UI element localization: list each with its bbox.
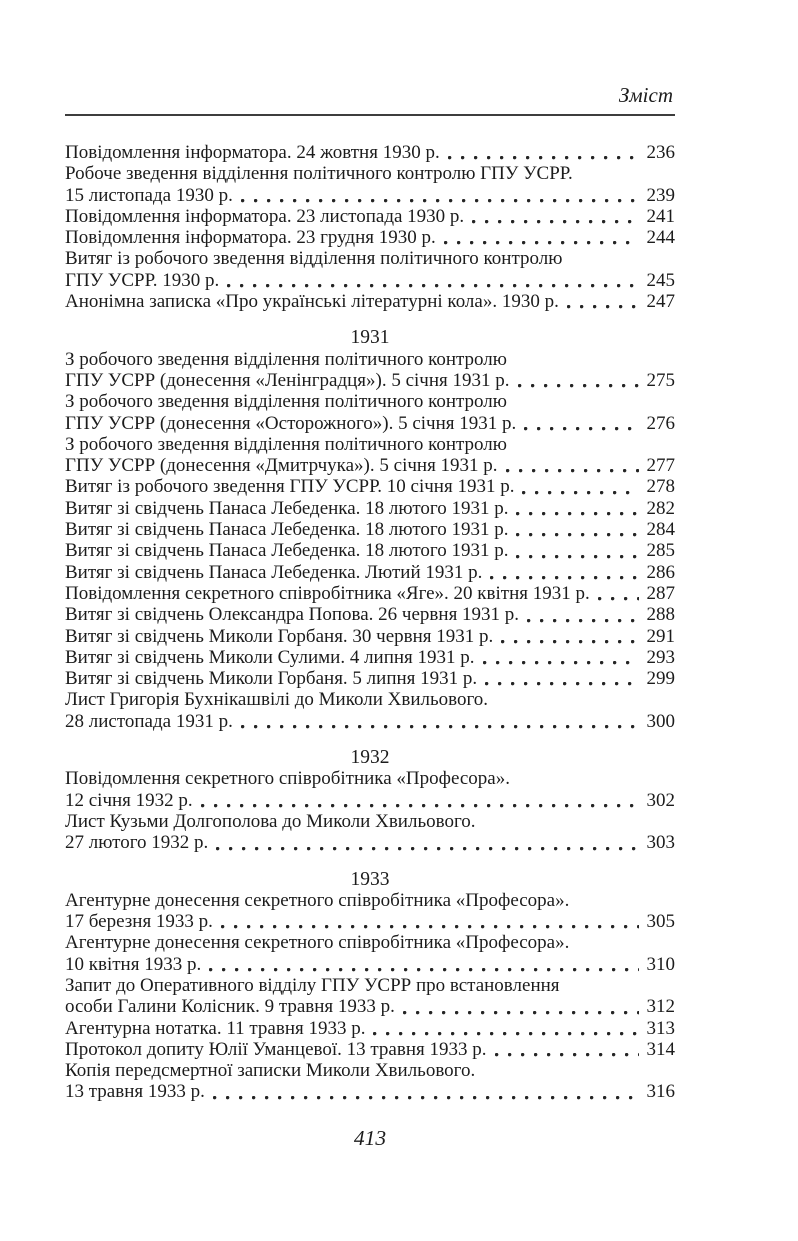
toc-entry [65, 498, 675, 519]
dot-leader [516, 498, 639, 519]
toc-section [65, 747, 675, 853]
entry-page-number: 314 [646, 1038, 675, 1060]
entry-page-number: 313 [646, 1017, 675, 1039]
toc-entry [65, 1039, 675, 1060]
entry-page-number: 300 [646, 710, 675, 732]
entry-title: Лист Григорія Бухнікашвілі до Миколи Хвильового. [65, 689, 489, 711]
entry-page-number: 310 [646, 953, 675, 975]
dot-leader [490, 562, 639, 583]
entry-title: Повідомлення інформатора. 23 листопада 1930 р. [65, 205, 465, 227]
entry-title: 28 листопада 1931 р. [65, 710, 233, 732]
toc-line [65, 391, 675, 412]
dot-leader [518, 370, 639, 391]
toc-entry [65, 689, 675, 732]
dot-leader [506, 455, 639, 476]
toc-line [65, 768, 675, 789]
toc-entry [65, 142, 675, 163]
entry-page-number: 244 [646, 227, 675, 249]
toc-line [65, 185, 675, 206]
toc-line [65, 455, 675, 476]
entry-title: Агентурна нотатка. 11 травня 1933 р. [65, 1017, 366, 1039]
table-of-contents [65, 116, 675, 1103]
entry-page-number: 236 [646, 142, 675, 163]
toc-line [65, 583, 675, 604]
entry-page-number: 316 [646, 1081, 675, 1103]
entry-title: ГПУ УСРР (донесення «Осторожного»). 5 січня 1931 р. [65, 412, 517, 434]
entry-title: Повідомлення інформатора. 23 грудня 1930 р. [65, 227, 436, 249]
toc-entry [65, 604, 675, 625]
entry-title: З робочого зведення відділення політичного контролю [65, 433, 507, 455]
page-header [65, 0, 675, 116]
page-footer [65, 1126, 675, 1150]
toc-entry-list [65, 349, 675, 732]
running-head-title: Зміст [618, 83, 673, 107]
entry-title: Витяг зі свідчень Панаса Лебеденка. 18 лютого 1931 р. [65, 519, 509, 541]
toc-line [65, 498, 675, 519]
toc-entry [65, 890, 675, 933]
toc-entry [65, 540, 675, 561]
entry-page-number: 275 [646, 369, 675, 391]
toc-entry [65, 647, 675, 668]
dot-leader [213, 1081, 639, 1102]
entry-title: З робочого зведення відділення політичного контролю [65, 391, 507, 413]
dot-leader [448, 142, 639, 163]
dot-leader [598, 583, 639, 604]
toc-section [65, 327, 675, 732]
entry-page-number: 284 [646, 519, 675, 541]
toc-entry [65, 519, 675, 540]
year-heading: 1931 [350, 327, 390, 349]
entry-title: ГПУ УСРР. 1930 р. [65, 269, 220, 291]
dot-leader [241, 711, 639, 732]
toc-entry [65, 227, 675, 248]
year-heading: 1933 [350, 868, 390, 890]
entry-title: Витяг зі свідчень Миколи Горбаня. 5 липня 1931 р. [65, 668, 478, 690]
entry-title: З робочого зведення відділення політичного контролю [65, 348, 507, 370]
toc-entry [65, 583, 675, 604]
entry-title: Повідомлення інформатора. 24 жовтня 1930 р. [65, 142, 440, 163]
entry-title: Повідомлення секретного співробітника «Яге». 20 квітня 1931 р. [65, 582, 590, 604]
dot-leader [527, 604, 639, 625]
toc-entry [65, 349, 675, 392]
toc-line [65, 954, 675, 975]
toc-line [65, 163, 675, 184]
dot-leader [495, 1039, 640, 1060]
dot-leader [373, 1018, 639, 1039]
entry-page-number: 278 [646, 476, 675, 498]
toc-entry [65, 668, 675, 689]
toc-line [65, 434, 675, 455]
entry-page-number: 282 [646, 497, 675, 519]
toc-line [65, 1081, 675, 1102]
toc-entry [65, 476, 675, 497]
toc-entry-list [65, 768, 675, 853]
entry-title: Витяг зі свідчень Миколи Горбаня. 30 червня 1931 р. [65, 625, 494, 647]
entry-title: ГПУ УСРР (донесення «Ленінградця»). 5 січня 1931 р. [65, 369, 510, 391]
toc-line [65, 370, 675, 391]
entry-title: ГПУ УСРР (донесення «Дмитрчука»). 5 січня 1931 р. [65, 455, 498, 477]
entry-title: Робоче зведення відділення політичного контролю ГПУ УСРР. [65, 163, 573, 185]
dot-leader [524, 413, 639, 434]
entry-page-number: 299 [646, 668, 675, 690]
dot-leader [227, 270, 639, 291]
page-content [65, 0, 675, 1150]
toc-entry [65, 626, 675, 647]
entry-page-number: 302 [646, 789, 675, 811]
entry-page-number: 303 [646, 832, 675, 854]
entry-page-number: 245 [646, 269, 675, 291]
toc-entry [65, 391, 675, 434]
entry-title: 15 листопада 1930 р. [65, 184, 233, 206]
entry-title: Витяг зі свідчень Олександра Попова. 26 червня 1931 р. [65, 604, 520, 626]
toc-line [65, 291, 675, 312]
toc-line [65, 711, 675, 732]
entry-title: 12 січня 1932 р. [65, 789, 193, 811]
toc-line [65, 562, 675, 583]
toc-line [65, 996, 675, 1017]
toc-line [65, 1039, 675, 1060]
entry-title: Анонімна записка «Про українські літературні кола». 1930 р. [65, 291, 559, 313]
entry-title: Повідомлення секретного співробітника «Професора». [65, 768, 510, 790]
toc-line [65, 270, 675, 291]
toc-entry [65, 975, 675, 1018]
year-heading: 1932 [350, 747, 390, 769]
dot-leader [444, 227, 639, 248]
entry-title: Агентурне донесення секретного співробітника «Професора». [65, 932, 570, 954]
entry-title: Запит до Оперативного відділу ГПУ УСРР про встановлення [65, 974, 560, 996]
toc-line [65, 647, 675, 668]
dot-leader [522, 476, 639, 497]
toc-entry [65, 206, 675, 227]
toc-line [65, 227, 675, 248]
toc-line [65, 604, 675, 625]
entry-page-number: 293 [646, 646, 675, 668]
entry-title: Агентурне донесення секретного співробітника «Професора». [65, 889, 570, 911]
dot-leader [403, 996, 639, 1017]
entry-title: Витяг зі свідчень Панаса Лебеденка. Лютий 1931 р. [65, 561, 483, 583]
entry-title: особи Галини Колісник. 9 травня 1933 р. [65, 996, 395, 1018]
toc-line [65, 689, 675, 710]
toc-line [65, 626, 675, 647]
toc-line [65, 811, 675, 832]
toc-line [65, 975, 675, 996]
dot-leader [567, 291, 639, 312]
entry-title: Протокол допиту Юлії Уманцевої. 13 травня 1933 р. [65, 1038, 487, 1060]
toc-line [65, 248, 675, 269]
toc-line [65, 206, 675, 227]
toc-line [65, 476, 675, 497]
toc-line [65, 413, 675, 434]
toc-entry [65, 1060, 675, 1103]
entry-page-number: 287 [646, 582, 675, 604]
dot-leader [201, 790, 639, 811]
entry-page-number: 247 [646, 291, 675, 313]
entry-page-number: 285 [646, 540, 675, 562]
toc-entry-list [65, 890, 675, 1103]
entry-page-number: 288 [646, 604, 675, 626]
dot-leader [485, 668, 639, 689]
entry-title: 13 травня 1933 р. [65, 1081, 205, 1103]
toc-entry [65, 811, 675, 854]
entry-title: Витяг із робочого зведення ГПУ УСРР. 10 січня 1931 р. [65, 476, 515, 498]
entry-page-number: 305 [646, 911, 675, 933]
page-number: 413 [353, 1125, 387, 1150]
entry-title: 17 березня 1933 р. [65, 911, 213, 933]
toc-section [65, 869, 675, 1103]
dot-leader [241, 185, 639, 206]
toc-entry-list [65, 142, 675, 312]
entry-title: Витяг із робочого зведення відділення політичного контролю [65, 248, 563, 270]
toc-entry [65, 1018, 675, 1039]
entry-page-number: 312 [646, 996, 675, 1018]
entry-page-number: 239 [646, 184, 675, 206]
toc-line [65, 519, 675, 540]
entry-title: 10 квітня 1933 р. [65, 953, 202, 975]
toc-line [65, 832, 675, 853]
toc-line [65, 142, 675, 163]
dot-leader [209, 954, 639, 975]
entry-title: Витяг зі свідчень Панаса Лебеденка. 18 лютого 1931 р. [65, 497, 509, 519]
toc-entry [65, 562, 675, 583]
entry-page-number: 241 [646, 205, 675, 227]
entry-title: Лист Кузьми Долгополова до Миколи Хвильового. [65, 810, 476, 832]
entry-page-number: 277 [646, 455, 675, 477]
entry-page-number: 291 [646, 625, 675, 647]
entry-title: 27 лютого 1932 р. [65, 832, 209, 854]
entry-page-number: 286 [646, 561, 675, 583]
dot-leader [221, 911, 639, 932]
dot-leader [501, 626, 639, 647]
dot-leader [516, 519, 639, 540]
toc-entry [65, 768, 675, 811]
toc-entry [65, 291, 675, 312]
toc-line [65, 790, 675, 811]
entry-title: Копія передсмертної записки Миколи Хвильового. [65, 1060, 476, 1082]
dot-leader [516, 540, 639, 561]
toc-line [65, 911, 675, 932]
dot-leader [216, 832, 639, 853]
toc-entry [65, 163, 675, 206]
entry-title: Витяг зі свідчень Панаса Лебеденка. 18 лютого 1931 р. [65, 540, 509, 562]
toc-line [65, 932, 675, 953]
toc-line [65, 890, 675, 911]
toc-entry [65, 434, 675, 477]
toc-line [65, 668, 675, 689]
toc-line [65, 540, 675, 561]
toc-entry [65, 932, 675, 975]
entry-title: Витяг зі свідчень Миколи Сулими. 4 липня 1931 р. [65, 646, 475, 668]
toc-entry [65, 248, 675, 291]
toc-line [65, 1018, 675, 1039]
toc-section [65, 142, 675, 312]
toc-line [65, 1060, 675, 1081]
entry-page-number: 276 [646, 412, 675, 434]
toc-line [65, 349, 675, 370]
dot-leader [483, 647, 639, 668]
dot-leader [472, 206, 639, 227]
